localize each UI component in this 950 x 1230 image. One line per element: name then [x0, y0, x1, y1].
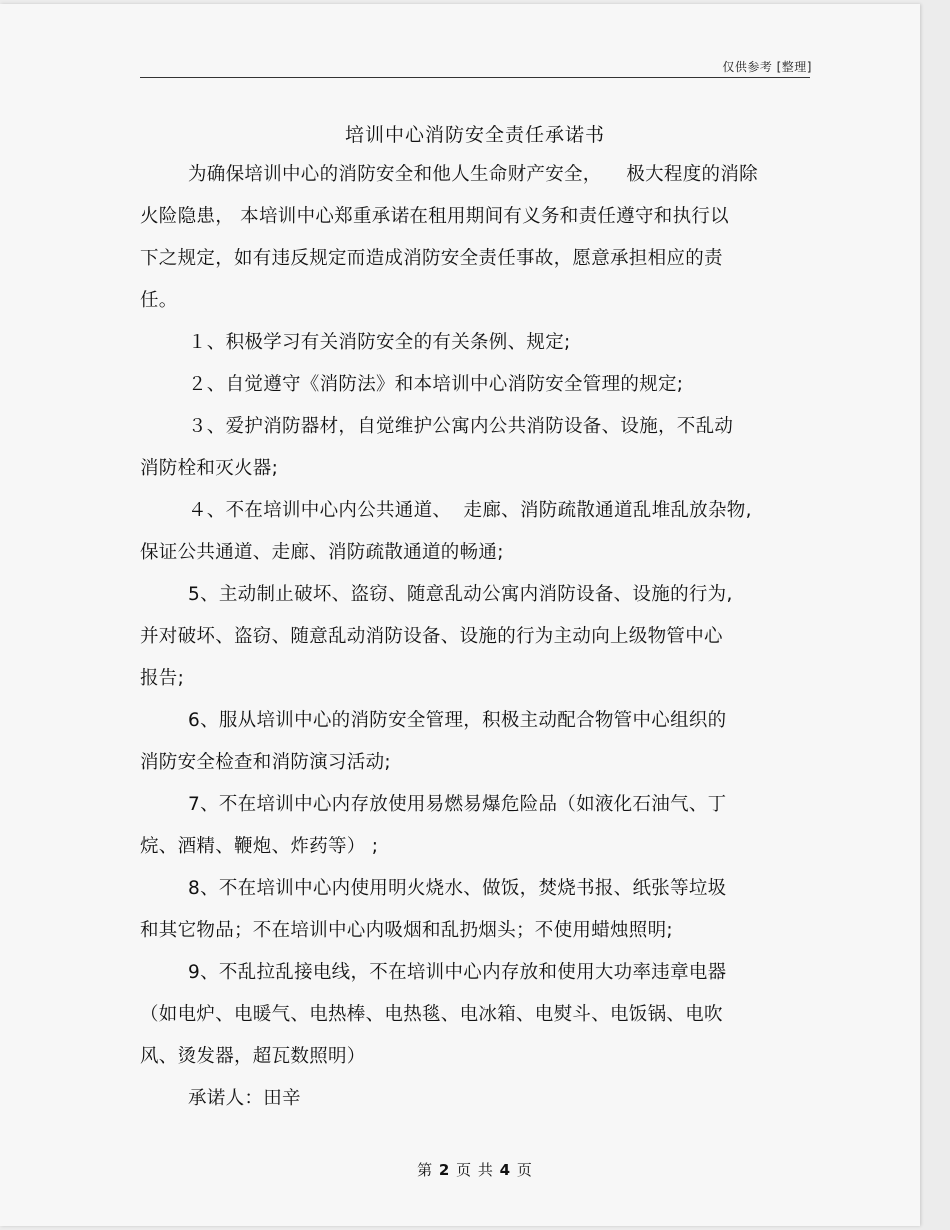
item-4-line: ４、不在培训中心内公共通道、 走廊、消防疏散通道乱堆乱放杂物,	[188, 500, 752, 521]
page-footer	[0, 1159, 950, 1180]
intro-line: 下之规定，如有违反规定而造成消防安全责任事故，愿意承担相应的责	[140, 248, 723, 269]
item-5-line: 报告;	[140, 668, 185, 689]
header-note: 仅供参考 [整理]	[722, 60, 812, 74]
document-title: 培训中心消防安全责任承诺书	[344, 124, 605, 146]
header-divider	[140, 77, 810, 78]
item-4-line: 保证公共通道、走廊、消防疏散通道的畅通;	[140, 542, 504, 563]
item-7-line: 烷、酒精、鞭炮、炸药等） ;	[140, 836, 379, 857]
item-2-line: ２、自觉遵守《消防法》和本培训中心消防安全管理的规定;	[188, 374, 684, 395]
footer-suffix: 页	[516, 1161, 533, 1179]
item-9-line: （如电炉、电暖气、电热棒、电热毯、电冰箱、电熨斗、电饭锅、电吹	[140, 1004, 723, 1025]
item-3-line: ３、爱护消防器材，自觉维护公寓内公共消防设备、设施，不乱动	[188, 416, 734, 437]
signature-line: 承诺人：田辛	[188, 1088, 301, 1109]
item-6-line: 消防安全检查和消防演习活动;	[140, 752, 391, 773]
item-5-line: 并对破坏、盗窃、随意乱动消防设备、设施的行为主动向上级物管中心	[140, 626, 723, 647]
footer-prefix: 第	[417, 1161, 434, 1179]
item-9-line: 风、烫发器，超瓦数照明）	[140, 1046, 366, 1067]
footer-mid: 页 共	[456, 1161, 494, 1179]
item-8-line: 8、不在培训中心内使用明火烧水、做饭，焚烧书报、纸张等垃圾	[188, 878, 727, 899]
current-page-number: 2	[438, 1161, 451, 1179]
document-body	[140, 154, 820, 1120]
item-3-line: 消防栓和灭火器;	[140, 458, 279, 479]
intro-line: 为确保培训中心的消防安全和他人生命财产安全， 极大程度的消除	[188, 164, 758, 185]
item-9-line: 9、不乱拉乱接电线，不在培训中心内存放和使用大功率违章电器	[188, 962, 727, 983]
item-8-line: 和其它物品；不在培训中心内吸烟和乱扔烟头；不使用蜡烛照明;	[140, 920, 673, 941]
item-1-line: １、积极学习有关消防安全的有关条例、规定;	[188, 332, 571, 353]
intro-line: 任。	[140, 290, 178, 311]
item-7-line: 7、不在培训中心内存放使用易燃易爆危险品（如液化石油气、丁	[188, 794, 727, 815]
total-page-number: 4	[499, 1161, 512, 1179]
item-5-line: 5、主动制止破坏、盗窃、随意乱动公寓内消防设备、设施的行为,	[188, 584, 733, 605]
document-page	[0, 4, 920, 1226]
item-6-line: 6、服从培训中心的消防安全管理，积极主动配合物管中心组织的	[188, 710, 727, 731]
intro-line: 火险隐患， 本培训中心郑重承诺在租用期间有义务和责任遵守和执行以	[140, 206, 729, 227]
